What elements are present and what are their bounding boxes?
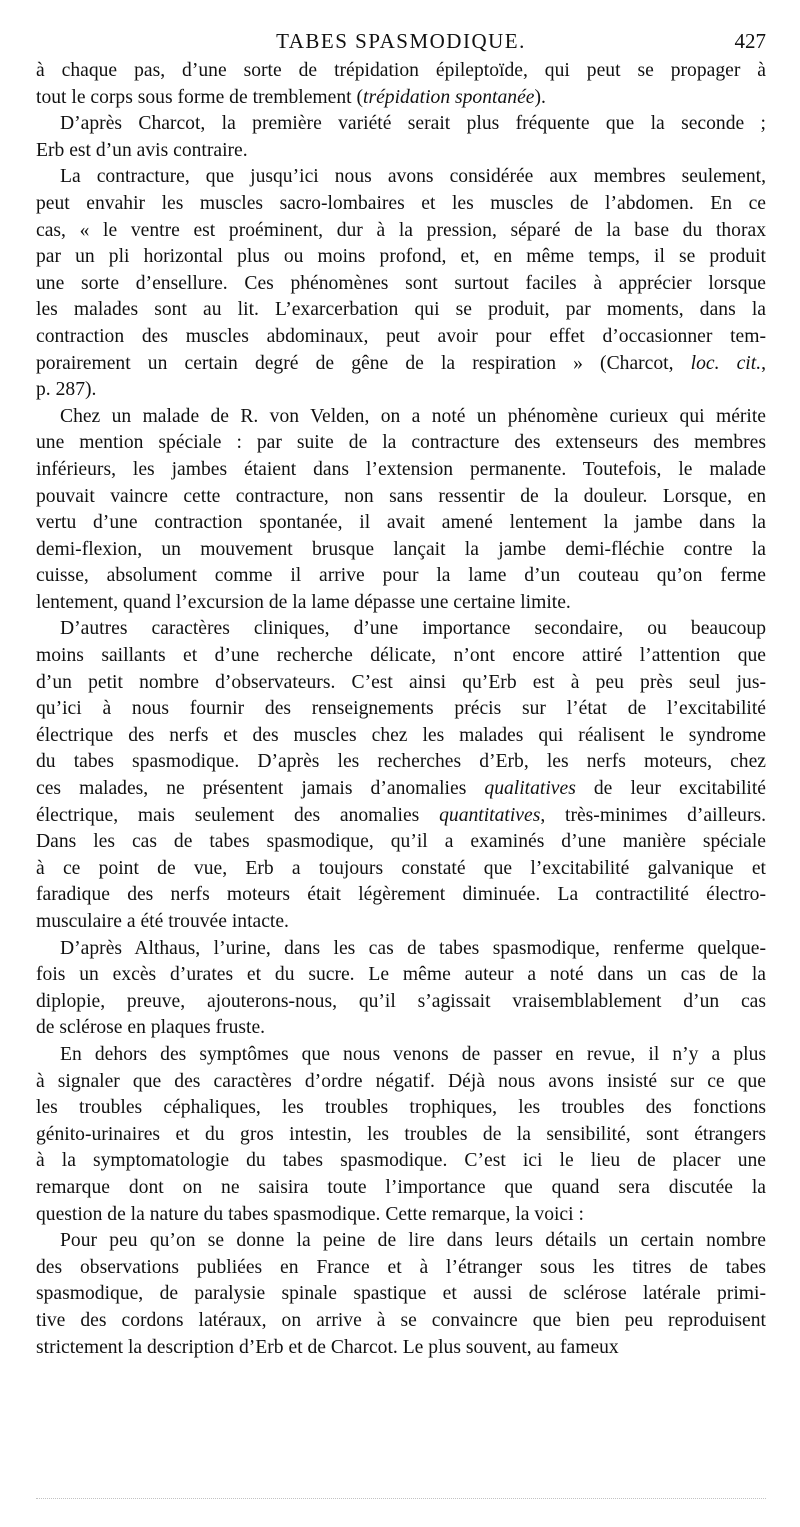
text-line: d’un petit nombre d’observateurs. C’est ainsi qu’Erb est à peu près seul jus- <box>36 671 766 693</box>
text-line: vertu d’une contraction spontanée, il avait amené lentement la jambe dans la <box>36 512 766 534</box>
text-line: à chaque pas, d’une sorte de trépidation épileptoïde, qui peut se propager à <box>36 60 766 81</box>
text-line: strictement la description d’Erb et de Charcot. Le plus souvent, au fameux <box>36 1336 619 1358</box>
paragraph <box>36 404 766 617</box>
text-line: En dehors des symptômes que nous venons de passer en revue, il n’y a plus <box>60 1043 766 1065</box>
text-line: à la symptomatologie du tabes spasmodique. C’est ici le lieu de placer une <box>36 1150 766 1172</box>
text-line: Chez un malade de R. von Velden, on a noté un phénomène curieux qui mérite <box>60 405 766 427</box>
text-line: tive des cordons latéraux, on arrive à se convaincre que bien peu reproduisent <box>36 1309 766 1331</box>
text-line: à ce point de vue, Erb a toujours constaté que l’excitabilité galvanique et <box>36 857 766 879</box>
text-line: remarque dont on ne saisira toute l’importance que quand sera discutée la <box>36 1176 766 1198</box>
text-line: La contracture, que jusqu’ici nous avons considérée aux membres seulement, <box>60 166 766 188</box>
text-line: les malades sont au lit. L’exarcerbation qui se produit, par moments, dans la <box>36 299 766 321</box>
text-line: électrique des nerfs et des muscles chez les malades qui réalisent le syndrome <box>36 724 766 746</box>
page-number: 427 <box>734 29 766 53</box>
paragraph <box>36 58 766 111</box>
text-line: musculaire a été trouvée intacte. <box>36 911 289 932</box>
page-header <box>36 28 766 54</box>
paragraph <box>36 1228 766 1361</box>
text-line: fois un excès d’urates et du sucre. Le même auteur a noté dans un cas de la <box>36 964 766 986</box>
text-line: Dans les cas de tabes spasmodique, qu’il a examinés d’une manière spéciale <box>36 831 766 853</box>
text-line: demi-flexion, un mouvement brusque lançait la jambe demi-fléchie contre la <box>36 538 766 560</box>
text-line: de sclérose en plaques fruste. <box>36 1017 266 1039</box>
text-line: des observations publiées en France et à l’étranger sous les titres de tabes <box>36 1256 766 1278</box>
text-line: une sorte d’ensellure. Ces phénomènes sont surtout faciles à apprécier lorsque <box>36 272 766 294</box>
text-line: D’après Althaus, l’urine, dans les cas de tabes spasmodique, renferme quelque- <box>60 937 766 959</box>
text-line: tout le corps sous forme de tremblement (trépidation spontanée). <box>36 86 546 108</box>
text-line: Erb est d’un avis contraire. <box>36 139 248 161</box>
text-line: cas, « le ventre est proéminent, dur à la pression, séparé de la base du thorax <box>36 219 766 241</box>
paragraph <box>36 936 766 1042</box>
text-line: pouvait vaincre cette contracture, non sans ressentir de la douleur. Lorsque, en <box>36 485 766 507</box>
text-line: D’autres caractères cliniques, d’une importance secondaire, ou beaucoup <box>60 618 766 640</box>
text-line: porairement un certain degré de gêne de la respiration » (Charcot, loc. cit., <box>36 352 766 374</box>
text-line: spasmodique, de paralysie spinale spastique et aussi de sclérose latérale primi- <box>36 1283 766 1305</box>
text-line: cuisse, absolument comme il arrive pour la lame d’un couteau qu’on ferme <box>36 565 766 587</box>
text-line: Pour peu qu’on se donne la peine de lire dans leurs détails un certain nombre <box>60 1230 766 1252</box>
text-line: moins saillants et d’une recherche délicate, n’ont encore attiré l’attention que <box>36 645 766 667</box>
body-text <box>36 58 766 1361</box>
paragraph <box>36 164 766 403</box>
text-line: inférieurs, les jambes étaient dans l’extension permanente. Toutefois, le malade <box>36 458 766 480</box>
text-line: qu’ici à nous fournir des renseignements précis sur l’état de l’excitabilité <box>36 698 766 720</box>
text-line: ces malades, ne présentent jamais d’anomalies qualitatives de leur excitabilité <box>36 778 766 800</box>
paragraph <box>36 1042 766 1228</box>
text-line: une mention spéciale : par suite de la contracture des extenseurs des membres <box>36 432 766 454</box>
text-line: diplopie, preuve, ajouterons-nous, qu’il s’agissait vraisemblablement d’un cas <box>36 990 766 1012</box>
running-title: TABES SPASMODIQUE. <box>276 29 526 53</box>
text-line: lentement, quand l’excursion de la lame dépasse une certaine limite. <box>36 591 571 613</box>
text-line: électrique, mais seulement des anomalies quantitatives, très-minimes d’ailleurs. <box>36 804 766 826</box>
text-line: contraction des muscles abdominaux, peut avoir pour effet d’occasionner tem- <box>36 325 766 347</box>
text-line: par un pli horizontal plus ou moins profond, et, en même temps, il se produit <box>36 246 766 268</box>
bottom-edge-artifact <box>36 1498 766 1499</box>
text-line: à signaler que des caractères d’ordre négatif. Déjà nous avons insisté sur ce que <box>36 1070 766 1092</box>
text-line: du tabes spasmodique. D’après les recherches d’Erb, les nerfs moteurs, chez <box>36 751 766 773</box>
text-line: D’après Charcot, la première variété serait plus fréquente que la seconde ; <box>60 113 766 135</box>
text-line: faradique des nerfs moteurs était légèrement diminuée. La contractilité électro- <box>36 884 766 906</box>
book-page <box>36 28 766 1361</box>
text-line: p. 287). <box>36 379 97 401</box>
paragraph <box>36 616 766 935</box>
text-line: les troubles céphaliques, les troubles trophiques, les troubles des fonctions <box>36 1097 766 1119</box>
text-line: génito-urinaires et du gros intestin, les troubles de la sensibilité, sont étrangers <box>36 1123 766 1145</box>
text-line: peut envahir les muscles sacro-lombaires et les muscles de l’abdomen. En ce <box>36 192 766 214</box>
text-line: question de la nature du tabes spasmodique. Cette remarque, la voici : <box>36 1203 584 1225</box>
paragraph <box>36 111 766 164</box>
